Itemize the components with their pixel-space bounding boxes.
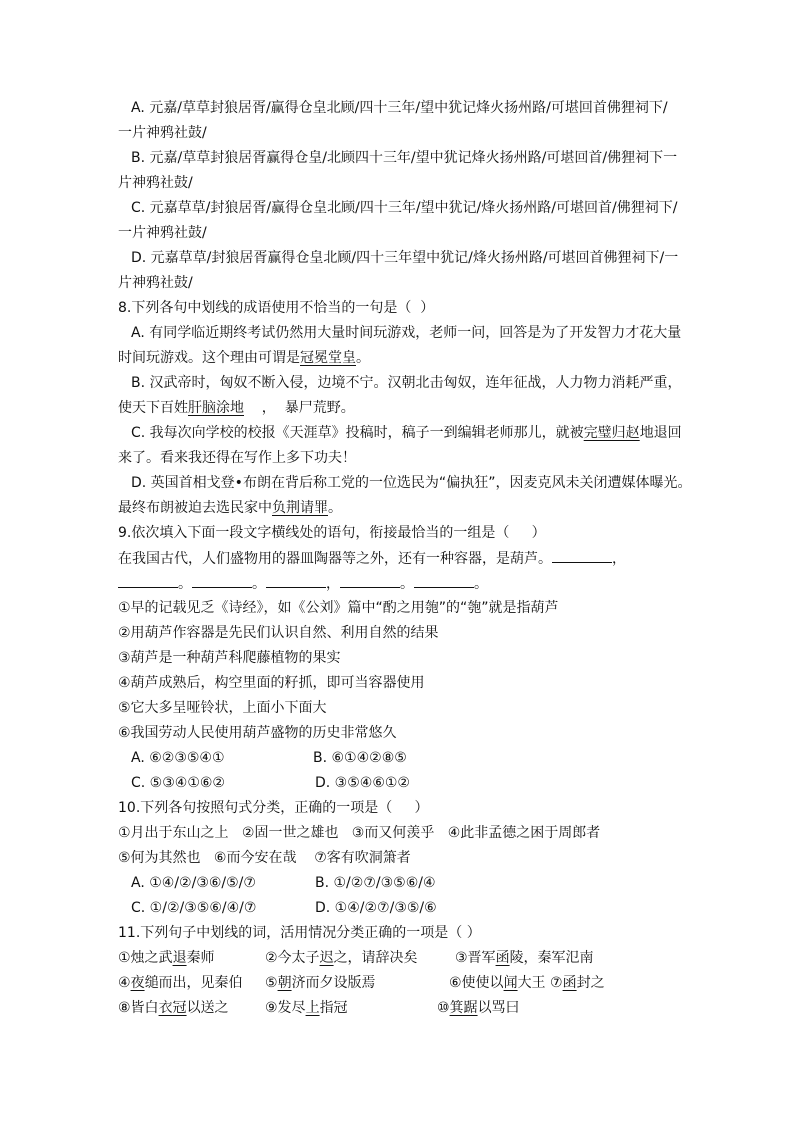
q9-sentence-3: ③葫芦是一种葫芦科爬藤植物的果实 <box>118 650 341 666</box>
answer-blank[interactable] <box>192 573 252 588</box>
q9-sentence-1: ①早的记载见乏《诗经》，如《公刘》篇中“酌之用匏”的“匏”就是指葫芦 <box>118 600 559 616</box>
q11-item-2: ②今太子迟之，请辞决矣 <box>265 950 418 966</box>
q9-option-d: D. ③⑤④⑥①② <box>315 775 410 791</box>
underlined-word: 夜 <box>130 975 145 991</box>
q11-item-1: ①烛之武退秦师 <box>118 950 215 966</box>
q8-option-c-line2: 来了。看来我还得在写作上多下功夫！ <box>118 450 356 466</box>
q8-underlined-idiom-b: 肝脑涂地 <box>188 400 244 416</box>
underlined-word: 衣冠 <box>158 1000 187 1016</box>
q10-stem: 10.下列各句按照句式分类，正确的一项是（ ） <box>118 800 429 816</box>
underlined-word: 朝 <box>277 975 292 991</box>
q11-item-4: ④夜缒而出，见秦伯 <box>118 975 243 991</box>
q9-stem: 9.依次填入下面一段文字横线处的语句，衔接最恰当的一组是（ ） <box>118 525 546 541</box>
q11-item-8: ⑧皆白衣冠以送之 <box>118 1000 229 1016</box>
q9-option-a: A. ⑥②③⑤④① <box>131 750 225 766</box>
q11-item-6-7: ⑥使使以闻大王 ⑦函封之 <box>449 975 605 991</box>
q8-option-a-line1: A. 有同学临近期终考试仍然用大量时间玩游戏，老师一问，回答是为了开发智力才花大量 <box>131 325 682 341</box>
answer-blank[interactable] <box>552 548 612 563</box>
underlined-word: 退 <box>172 950 187 966</box>
q10-option-b: B. ①/②⑦/③⑤⑥/④ <box>315 875 436 891</box>
q9-option-c: C. ⑤③④①⑥② <box>131 775 225 791</box>
q8-option-c-line1: C. 我每次向学校的校报《天涯草》投稿时，稿子一到编辑老师那儿，就被完璧归赵地退回 <box>131 425 682 441</box>
answer-blank[interactable] <box>266 573 326 588</box>
q7-option-b-line1: B. 元嘉/草草封狼居胥赢得仓皇/北顾四十三年/望中犹记烽火扬州路/可堪回首/佛狸祠下一 <box>131 150 678 166</box>
q9-sentence-2: ②用葫芦作容器是先民们认识自然、利用自然的结果 <box>118 625 439 641</box>
q10-option-c: C. ①/②/③⑤⑥/④/⑦ <box>131 900 257 916</box>
answer-blank[interactable] <box>340 573 400 588</box>
q8-option-b-line2: 使天下百姓肝脑涂地 ， 暴尸荒野。 <box>118 400 355 416</box>
q9-paragraph-line2: 。 。 ， 。 。 <box>118 573 488 594</box>
q9-sentence-5: ⑤它大多呈哑铃状，上面小下面大 <box>118 700 327 716</box>
q7-option-b-line2: 片神鸦社鼓/ <box>118 175 193 191</box>
q7-option-d-line1: D. 元嘉草草/封狼居胥赢得仓皇北顾/四十三年望中犹记/烽火扬州路/可堪回首佛狸祠下/一 <box>131 250 679 266</box>
q7-option-d-line2: 片神鸦社鼓/ <box>118 275 193 291</box>
underlined-word: 函 <box>562 975 577 991</box>
q10-sentences-row1: ①月出于东山之上 ②固一世之雄也 ③而又何羡乎 ④此非孟德之困于周郎者 <box>118 825 601 841</box>
q8-underlined-idiom-c: 完璧归赵 <box>583 425 640 441</box>
q8-stem: 8.下列各句中划线的成语使用不恰当的一句是（ ） <box>118 300 435 316</box>
q11-item-10: ⑩箕踞以骂曰 <box>437 1000 520 1016</box>
answer-blank[interactable] <box>414 573 474 588</box>
q11-item-9: ⑨发尽上指冠 <box>265 1000 348 1016</box>
q8-option-d-line1: D. 英国首相戈登•布朗在背后称工党的一位选民为“偏执狂”，因麦克风未关闭遭媒体曝光。 <box>131 475 692 491</box>
underlined-word: 闻 <box>503 975 518 991</box>
underlined-word: 迟 <box>319 950 334 966</box>
q7-option-c-line1: C. 元嘉草草/封狼居胥/赢得仓皇北顾/四十三年/望中犹记/烽火扬州路/可堪回首/佛狸祠下/ <box>131 200 678 216</box>
q7-option-a-line1: A. 元嘉/草草封狼居胥/赢得仓皇北顾/四十三年/望中犹记烽火扬州路/可堪回首佛狸祠下/ <box>131 100 668 116</box>
underlined-word: 箕踞 <box>449 1000 478 1016</box>
q8-option-b-line1: B. 汉武帝时，匈奴不断入侵，边境不宁。汉朝北击匈奴，连年征战，人力物力消耗严重， <box>131 375 682 391</box>
q8-option-d-line2: 最终布朗被迫去选民家中负荆请罪。 <box>118 500 342 516</box>
q7-option-a-line2: 一片神鸦社鼓/ <box>118 125 207 141</box>
q10-sentences-row2: ⑤何为其然也 ⑥而今安在哉 ⑦客有吹洞箫者 <box>118 850 411 866</box>
q10-option-a: A. ①④/②/③⑥/⑤/⑦ <box>131 875 256 891</box>
q9-sentence-4: ④葫芦成熟后，构空里面的籽抓，即可当容器使用 <box>118 675 425 691</box>
q7-option-c-line2: 一片神鸦社鼓/ <box>118 225 207 241</box>
answer-blank[interactable] <box>118 573 178 588</box>
q9-paragraph-line1: 在我国古代，人们盛物用的器皿陶器等之外，还有一种容器，是葫芦。 ， <box>118 548 626 569</box>
q10-option-d: D. ①④/②⑦/③⑤/⑥ <box>315 900 437 916</box>
q9-sentence-6: ⑥我国劳动人民使用葫芦盛物的历史非常悠久 <box>118 725 397 741</box>
underlined-word: 上 <box>305 1000 320 1016</box>
q8-option-a-line2: 时间玩游戏。这个理由可谓是冠冕堂皇。 <box>118 350 370 366</box>
q11-item-5: ⑤朝济而夕设版焉 <box>265 975 376 991</box>
q11-item-3: ③晋军函陵，秦军氾南 <box>455 950 594 966</box>
q9-option-b: B. ⑥①④②⑧⑤ <box>313 750 407 766</box>
q8-underlined-idiom-a: 冠冕堂皇 <box>300 350 356 366</box>
q11-stem: 11.下列句子中划线的词，活用情况分类正确的一项是（ ） <box>118 925 481 941</box>
underlined-word: 函 <box>495 950 510 966</box>
q8-underlined-idiom-d: 负荆请罪 <box>272 500 328 516</box>
